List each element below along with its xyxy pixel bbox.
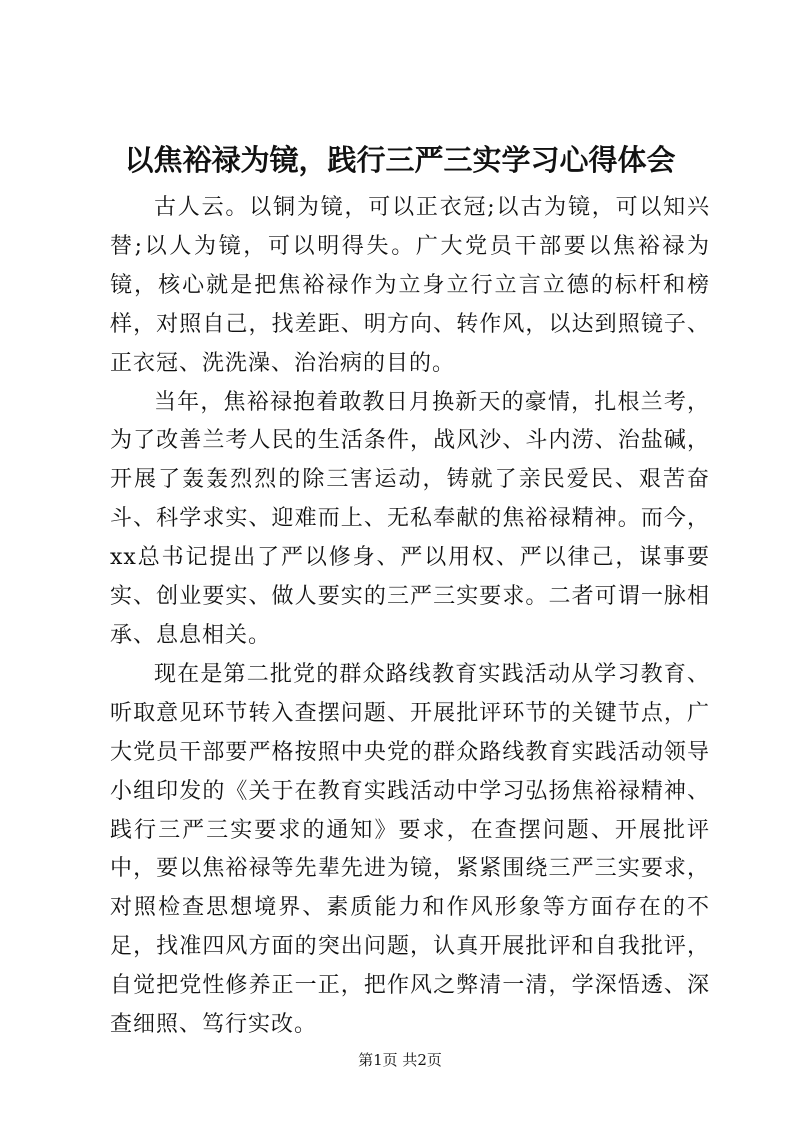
- paragraph-3: 现在是第二批党的群众路线教育实践活动从学习教育、听取意见环节转入查摆问题、开展批评环节的关键节点，广大党员干部要严格按照中央党的群众路线教育实践活动领导小组印发的《关于在教育实践活动中学习弘扬焦裕禄精神、践行三严三实要求的通知》要求，在查摆问题、开展批评中，要以焦裕禄等先辈先进为镜，紧紧围绕三严三实要求，对照检查思想境界、素质能力和作风形象等方面存在的不足，找准四风方面的突出问题，认真开展批评和自我批评，自觉把党性修养正一正，把作风之弊清一清，学深悟透、深查细照、笃行实改。: [110, 661, 710, 1038]
- page-number: 第1页 共2页: [358, 1051, 442, 1069]
- page-title: 以焦裕禄为镜，践行三严三实学习心得体会: [124, 143, 676, 177]
- document-body: [110, 189, 710, 1045]
- paragraph-1: 古人云。以铜为镜，可以正衣冠;以古为镜，可以知兴替;以人为镜，可以明得失。广大党员干部要以焦裕禄为镜，核心就是把焦裕禄作为立身立行立言立德的标杆和榜样，对照自己，找差距、明方向、转作风，以达到照镜子、正衣冠、洗洗澡、治治病的目的。: [110, 195, 710, 376]
- paragraph-2: 当年，焦裕禄抱着敢教日月换新天的豪情，扎根兰考，为了改善兰考人民的生活条件，战风沙、斗内涝、治盐碱，开展了轰轰烈烈的除三害运动，铸就了亲民爱民、艰苦奋斗、科学求实、迎难而上、无私奉献的焦裕禄精神。而今，xx总书记提出了严以修身、严以用权、严以律己，谋事要实、创业要实、做人要实的三严三实要求。二者可谓一脉相承、息息相关。: [110, 389, 710, 648]
